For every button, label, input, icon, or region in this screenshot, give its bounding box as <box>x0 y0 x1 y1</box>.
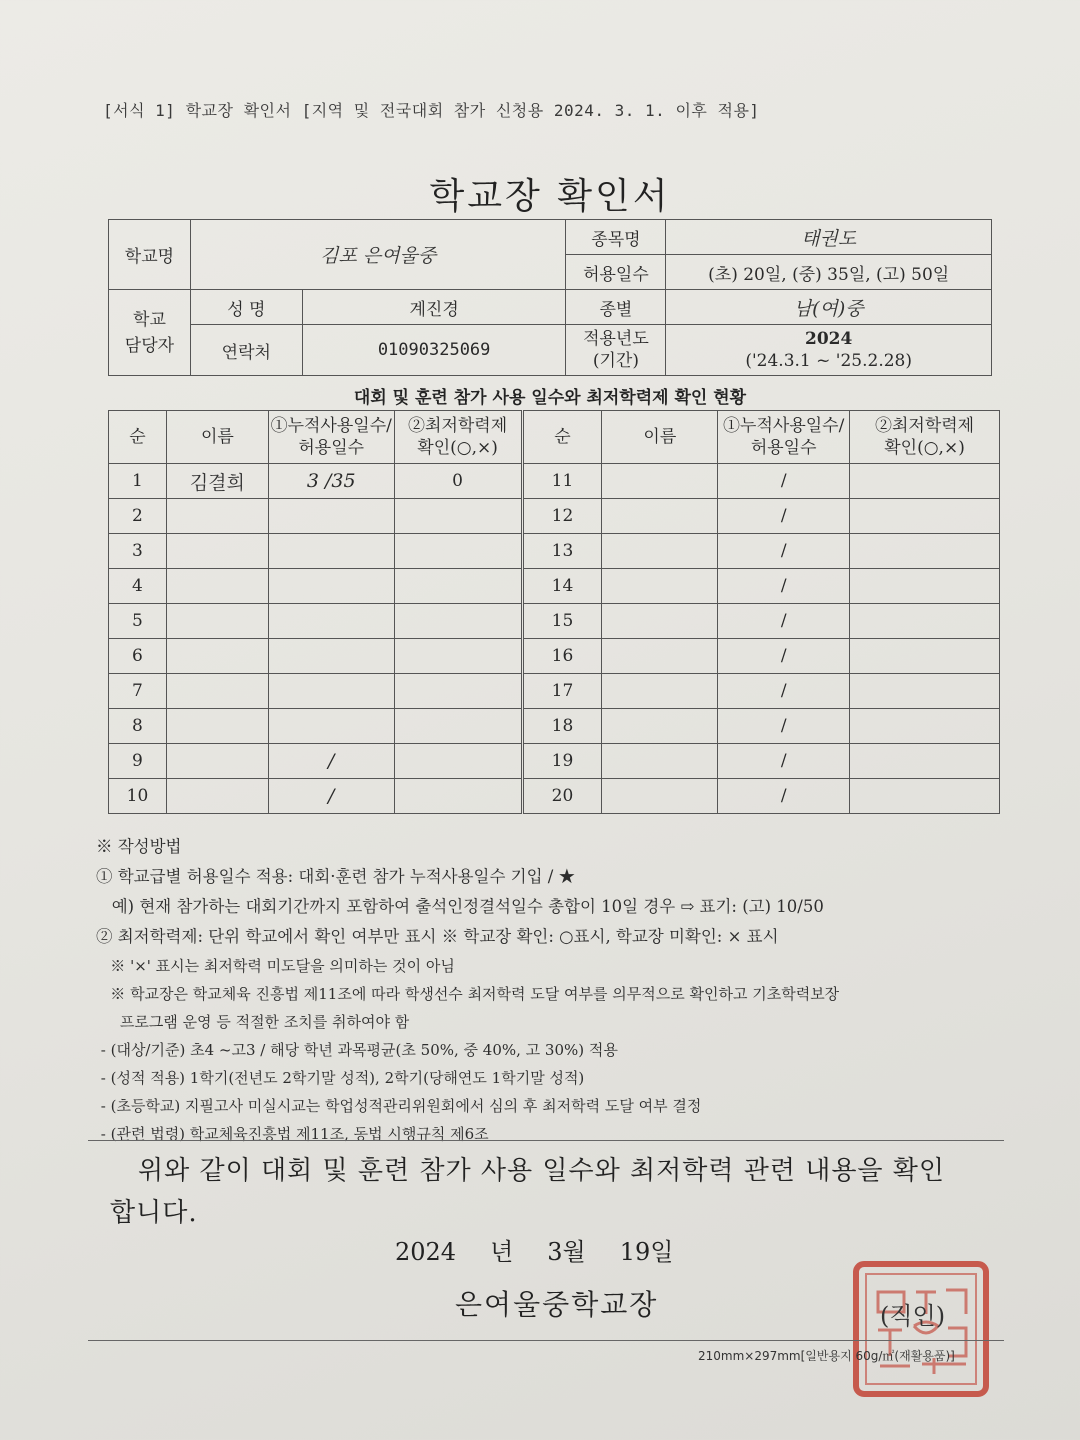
row-days-2: / <box>718 604 850 639</box>
header-days: ①누적사용일수/ 허용일수 <box>268 411 394 464</box>
row-number: 10 <box>109 779 167 814</box>
note-line: ※ 작성방법 <box>96 837 182 856</box>
row-days-2: / <box>718 709 850 744</box>
row-days <box>268 499 394 534</box>
row-check <box>394 779 522 814</box>
paper-spec: 210mm×297mm[일반용지 60g/㎡(재활용품)] <box>698 1349 955 1363</box>
signer-name: 은여울중학교장 <box>455 1288 659 1321</box>
table-row <box>109 744 1000 779</box>
row-number: 8 <box>109 709 167 744</box>
row-number: 5 <box>109 604 167 639</box>
row-check: 0 <box>394 464 522 499</box>
manager-label: 학교 담당자 <box>109 290 191 376</box>
row-name-2 <box>602 534 718 569</box>
table-header-row <box>109 411 1000 464</box>
year-value: 2024 <box>805 329 853 349</box>
row-check <box>394 709 522 744</box>
year-label: 적용년도 (기간) <box>566 325 666 376</box>
row-name-2 <box>602 569 718 604</box>
row-name-2 <box>602 604 718 639</box>
row-number: 9 <box>109 744 167 779</box>
note-line: - (초등학교) 지필고사 미실시교는 학업성적관리위원회에서 심의 후 최저학력 도달 여부 결정 <box>96 1097 702 1115</box>
name-value: 계진경 <box>302 290 566 325</box>
row-name <box>166 709 268 744</box>
row-name-2 <box>602 709 718 744</box>
table-row <box>109 709 1000 744</box>
row-check <box>394 604 522 639</box>
row-check-2 <box>850 674 1000 709</box>
confirm-line-2: 합니다. <box>110 1198 198 1228</box>
row-number: 1 <box>109 464 167 499</box>
row-number-2: 19 <box>522 744 602 779</box>
divider-bottom <box>88 1340 1004 1341</box>
row-check-2 <box>850 464 1000 499</box>
note-line: 프로그램 운영 등 적절한 조치를 취하여야 함 <box>96 1013 410 1031</box>
row-name <box>166 779 268 814</box>
note-line: 예) 현재 참가하는 대회기간까지 포함하여 출석인정결석일수 총합이 10일 경우 ⇨ 표기: (고) 10/50 <box>96 897 824 916</box>
contact-value: 01090325069 <box>302 325 566 376</box>
issue-date <box>395 1232 707 1267</box>
row-number-2: 14 <box>522 569 602 604</box>
note-line: - (관련 법령) 학교체육진흥법 제11조, 동법 시행규칙 제6조 <box>96 1125 489 1143</box>
row-name-2 <box>602 779 718 814</box>
row-days <box>268 709 394 744</box>
row-days: / <box>268 779 394 814</box>
usage-table <box>108 410 1000 814</box>
row-number-2: 18 <box>522 709 602 744</box>
divider-top <box>88 1140 1004 1141</box>
header-name-2: 이름 <box>602 411 718 464</box>
row-name <box>166 674 268 709</box>
row-check-2 <box>850 499 1000 534</box>
table-row <box>109 674 1000 709</box>
row-number: 3 <box>109 534 167 569</box>
row-days-2: / <box>718 464 850 499</box>
name-label: 성 명 <box>190 290 302 325</box>
table-row <box>109 604 1000 639</box>
header-check-2: ②최저학력제 확인(○,×) <box>850 411 1000 464</box>
confirm-line-1: 위와 같이 대회 및 훈련 참가 사용 일수와 최저학력 관련 내용을 확인 <box>138 1156 946 1186</box>
row-check <box>394 499 522 534</box>
table-row <box>109 534 1000 569</box>
row-days-2: / <box>718 499 850 534</box>
date-year-unit: 년 <box>490 1238 514 1266</box>
year-period: ('24.3.1 ~ '25.2.28) <box>745 351 912 371</box>
date-day: 19일 <box>619 1238 674 1266</box>
row-number: 2 <box>109 499 167 534</box>
row-check-2 <box>850 709 1000 744</box>
row-name-2 <box>602 499 718 534</box>
event-label: 종목명 <box>566 220 666 255</box>
allowed-label: 허용일수 <box>566 255 666 290</box>
note-line: - (성적 적용) 1학기(전년도 2학기말 성적), 2학기(당해연도 1학기말 성적) <box>96 1069 585 1087</box>
header-no-2: 순 <box>522 411 602 464</box>
row-number-2: 20 <box>522 779 602 814</box>
row-name <box>166 639 268 674</box>
row-number-2: 13 <box>522 534 602 569</box>
row-days-2: / <box>718 744 850 779</box>
row-days-2: / <box>718 569 850 604</box>
row-number-2: 12 <box>522 499 602 534</box>
gender-value: 남(여)중 <box>666 290 992 325</box>
row-check <box>394 744 522 779</box>
date-month: 3월 <box>547 1238 586 1266</box>
note-line: ※ 학교장은 학교체육 진흥법 제11조에 따라 학생선수 최저학력 도달 여부를 의무적으로 확인하고 기초학력보장 <box>96 985 840 1003</box>
row-check-2 <box>850 569 1000 604</box>
row-name-2 <box>602 639 718 674</box>
row-number-2: 11 <box>522 464 602 499</box>
table-row <box>109 779 1000 814</box>
row-days: 3 /35 <box>268 464 394 499</box>
date-year: 2024 <box>395 1238 457 1266</box>
table-row <box>109 499 1000 534</box>
note-line: ② 최저학력제: 단위 학교에서 확인 여부만 표시 ※ 학교장 확인: ○표시, 학교장 미확인: × 표시 <box>96 927 779 946</box>
row-number-2: 17 <box>522 674 602 709</box>
row-number-2: 15 <box>522 604 602 639</box>
row-days-2: / <box>718 779 850 814</box>
seal-label: (직인) <box>880 1302 946 1330</box>
note-line: ① 학교급별 허용일수 적용: 대회·훈련 참가 누적사용일수 기입 / ★ <box>96 867 576 886</box>
row-name <box>166 569 268 604</box>
row-name-2 <box>602 744 718 779</box>
document-title: 학교장 확인서 <box>429 176 671 217</box>
table-row <box>109 569 1000 604</box>
header-check: ②최저학력제 확인(○,×) <box>394 411 522 464</box>
form-label: [서식 1] 학교장 확인서 [지역 및 전국대회 참가 신청용 2024. 3. 1. 이후 적용] <box>103 101 760 120</box>
row-check-2 <box>850 744 1000 779</box>
row-name <box>166 499 268 534</box>
info-table <box>108 219 992 376</box>
header-days-2: ①누적사용일수/ 허용일수 <box>718 411 850 464</box>
row-check-2 <box>850 604 1000 639</box>
row-check <box>394 534 522 569</box>
row-name <box>166 534 268 569</box>
year-cell <box>666 325 992 376</box>
table-row <box>109 464 1000 499</box>
row-number: 6 <box>109 639 167 674</box>
row-name-2 <box>602 674 718 709</box>
row-days: / <box>268 744 394 779</box>
row-number: 4 <box>109 569 167 604</box>
event-value: 태권도 <box>666 220 992 255</box>
school-value: 김포 은여울중 <box>190 220 566 290</box>
row-name-2 <box>602 464 718 499</box>
header-no: 순 <box>109 411 167 464</box>
row-number: 7 <box>109 674 167 709</box>
row-name: 김결희 <box>166 464 268 499</box>
row-days <box>268 639 394 674</box>
row-check-2 <box>850 779 1000 814</box>
table-row <box>109 639 1000 674</box>
row-check-2 <box>850 534 1000 569</box>
school-label: 학교명 <box>109 220 191 290</box>
row-days <box>268 604 394 639</box>
note-line: ※ '×' 표시는 최저학력 미도달을 의미하는 것이 아님 <box>96 957 455 975</box>
allowed-value: (초) 20일, (중) 35일, (고) 50일 <box>666 255 992 290</box>
row-check <box>394 674 522 709</box>
instructions <box>96 832 839 1148</box>
contact-label: 연락처 <box>190 325 302 376</box>
row-days-2: / <box>718 639 850 674</box>
row-days <box>268 534 394 569</box>
row-days <box>268 674 394 709</box>
note-line: - (대상/기준) 초4 ~고3 / 해당 학년 과목평균(초 50%, 중 40%, 고 30%) 적용 <box>96 1041 618 1059</box>
header-name: 이름 <box>166 411 268 464</box>
row-check-2 <box>850 639 1000 674</box>
confirmation-statement <box>110 1150 945 1234</box>
row-days-2: / <box>718 674 850 709</box>
row-name <box>166 604 268 639</box>
row-days <box>268 569 394 604</box>
section-title: 대회 및 훈련 참가 사용 일수와 최저학력제 확인 현황 <box>353 388 747 408</box>
row-name <box>166 744 268 779</box>
row-days-2: / <box>718 534 850 569</box>
row-check <box>394 569 522 604</box>
gender-label: 종별 <box>566 290 666 325</box>
row-number-2: 16 <box>522 639 602 674</box>
row-check <box>394 639 522 674</box>
